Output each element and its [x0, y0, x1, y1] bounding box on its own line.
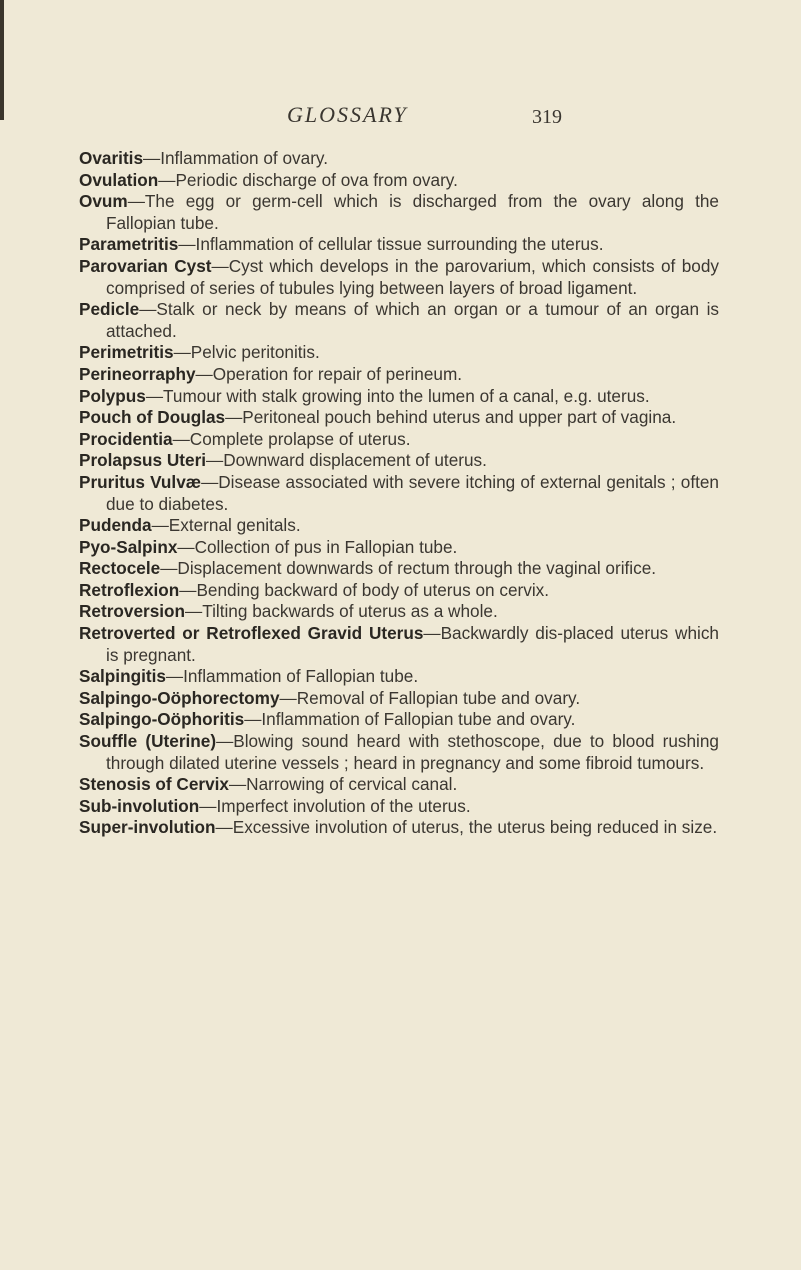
glossary-term: Parametritis — [79, 234, 179, 255]
glossary-entry — [79, 731, 719, 774]
glossary-definition: —Blowing sound heard with stethoscope, due to blood rushing through dilated uterine vessels ; heard in pregnancy and some fibroid tumours. — [106, 731, 719, 773]
glossary-term: Perimetritis — [79, 342, 174, 363]
glossary-entry — [79, 558, 719, 580]
glossary-entry — [79, 666, 719, 688]
running-title: GLOSSARY — [287, 102, 408, 127]
glossary-term: Retroverted or Retroflexed Gravid Uterus — [79, 623, 424, 644]
glossary-term: Salpingitis — [79, 666, 166, 687]
glossary-entry — [79, 342, 719, 364]
glossary-definition: —Imperfect involution of the uterus. — [199, 795, 471, 816]
glossary-term: Retroflexion — [79, 579, 180, 600]
glossary-definition: —Periodic discharge of ova from ovary. — [158, 169, 458, 190]
glossary-definition: —Tumour with stalk growing into the lumen of a canal, e.g. uterus. — [145, 385, 650, 406]
glossary-entries — [79, 148, 719, 839]
glossary-entry — [79, 429, 719, 451]
glossary-definition: —Displacement downwards of rectum through the vaginal orifice. — [160, 558, 657, 579]
glossary-entry — [79, 407, 719, 429]
glossary-entry — [79, 580, 719, 602]
glossary-entry — [79, 537, 719, 559]
glossary-term: Pudenda — [79, 515, 152, 536]
glossary-term: Polypus — [79, 385, 146, 406]
glossary-entry — [79, 299, 719, 342]
glossary-term: Super-involution — [79, 817, 216, 838]
glossary-entry — [79, 774, 719, 796]
glossary-definition: —The egg or germ-cell which is discharged from the ovary along the Fallopian tube. — [106, 191, 719, 233]
glossary-entry — [79, 148, 719, 170]
glossary-term: Pouch of Douglas — [79, 407, 226, 428]
glossary-definition: —Disease associated with severe itching of external genitals ; often due to diabetes. — [106, 471, 719, 514]
glossary-entry — [79, 688, 719, 710]
glossary-entry — [79, 817, 719, 839]
glossary-definition: —Excessive involution of uterus, the uterus being reduced in size. — [215, 817, 718, 838]
glossary-definition: —External genitals. — [151, 515, 301, 536]
glossary-term: Prolapsus Uteri — [79, 450, 207, 471]
glossary-definition: —Cyst which develops in the parovarium, which consists of body comprised of series of tubules lying between layers of broad ligament. — [106, 255, 719, 298]
glossary-term: Ovulation — [79, 169, 159, 190]
glossary-entry — [79, 796, 719, 818]
glossary-term: Perineorraphy — [79, 363, 196, 384]
glossary-definition: —Backwardly dis-placed uterus which is pregnant. — [106, 623, 719, 665]
glossary-term: Pedicle — [79, 299, 140, 320]
glossary-term: Salpingo-Oöphorectomy — [79, 687, 280, 708]
glossary-term: Salpingo-Oöphoritis — [79, 709, 245, 730]
glossary-term: Pruritus Vulvæ — [79, 471, 202, 492]
glossary-definition: —Downward displacement of uterus. — [206, 450, 487, 471]
glossary-definition: —Collection of pus in Fallopian tube. — [177, 536, 458, 557]
glossary-entry — [79, 709, 719, 731]
glossary-term: Parovarian Cyst — [79, 255, 212, 276]
glossary-definition: —Operation for repair of perineum. — [195, 363, 463, 384]
glossary-definition: —Inflammation of Fallopian tube. — [165, 666, 419, 687]
glossary-definition: —Removal of Fallopian tube and ovary. — [279, 687, 581, 708]
glossary-entry — [79, 515, 719, 537]
glossary-definition: —Stalk or neck by means of which an organ or a tumour of an organ is attached. — [106, 299, 719, 341]
page-number: 319 — [532, 106, 562, 128]
glossary-entry — [79, 170, 719, 192]
glossary-term: Procidentia — [79, 428, 173, 449]
glossary-term: Retroversion — [79, 601, 186, 622]
glossary-entry — [79, 191, 719, 234]
glossary-entry — [79, 472, 719, 515]
glossary-entry — [79, 256, 719, 299]
glossary-definition: —Peritoneal pouch behind uterus and upper part of vagina. — [225, 407, 677, 428]
glossary-term: Rectocele — [79, 558, 161, 579]
glossary-term: Pyo-Salpinx — [79, 536, 178, 557]
glossary-definition: —Bending backward of body of uterus on cervix. — [179, 579, 550, 600]
glossary-definition: —Complete prolapse of uterus. — [172, 428, 411, 449]
glossary-entry — [79, 364, 719, 386]
glossary-definition: —Pelvic peritonitis. — [173, 342, 320, 363]
glossary-entry — [79, 601, 719, 623]
glossary-entry — [79, 386, 719, 408]
glossary-definition: —Inflammation of ovary. — [143, 148, 329, 168]
glossary-definition: —Tilting backwards of uterus as a whole. — [185, 601, 498, 622]
glossary-definition: —Narrowing of cervical canal. — [228, 774, 458, 795]
glossary-entry — [79, 450, 719, 472]
glossary-definition: —Inflammation of cellular tissue surrounding the uterus. — [178, 234, 604, 255]
glossary-term: Stenosis of Cervix — [79, 774, 229, 795]
glossary-term: Ovaritis — [79, 148, 144, 168]
glossary-entry — [79, 234, 719, 256]
glossary-term: Ovum — [79, 191, 128, 212]
page-header — [0, 102, 801, 130]
glossary-term: Souffle (Uterine) — [79, 731, 217, 752]
glossary-entry — [79, 623, 719, 666]
glossary-definition: —Inflammation of Fallopian tube and ovary. — [244, 709, 576, 730]
glossary-term: Sub-involution — [79, 795, 200, 816]
